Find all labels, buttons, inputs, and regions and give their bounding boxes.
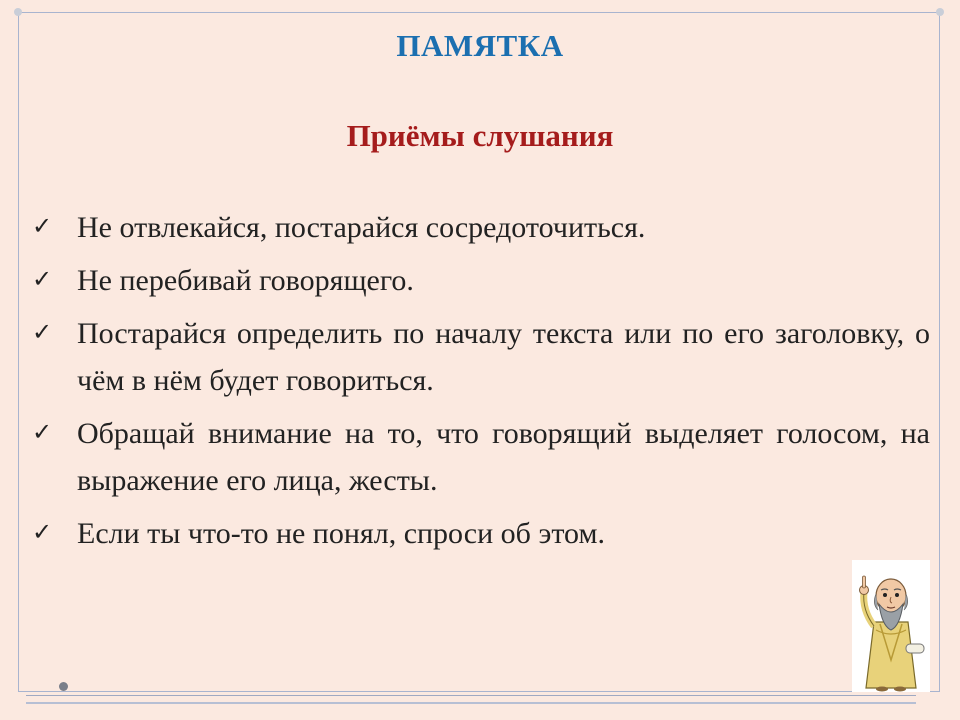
check-icon: ✓: [32, 267, 53, 293]
bottom-divider: [26, 702, 916, 704]
check-icon: ✓: [32, 214, 53, 240]
check-icon: ✓: [32, 520, 53, 546]
tips-list: [32, 204, 930, 563]
list-item-text: Не перебивай говорящего.: [77, 264, 414, 297]
bullet-dot: [59, 682, 68, 691]
list-item-text: Если ты что-то не понял, спроси об этом.: [77, 517, 605, 550]
slide-title: ПАМЯТКА: [396, 28, 564, 63]
corner-dot: [936, 8, 944, 16]
list-item: [32, 204, 930, 251]
list-item: [32, 510, 930, 557]
list-item-text: Постарайся определить по началу текста или по его заголовку, о чём в нём будет говориться.: [77, 317, 930, 397]
bottom-divider: [26, 695, 916, 696]
sage-figure-icon: [852, 560, 930, 692]
list-item: [32, 410, 930, 504]
check-icon: ✓: [32, 420, 53, 446]
list-item: [32, 257, 930, 304]
list-item-text: Обращай внимание на то, что говорящий выделяет голосом, на выражение его лица, жесты.: [77, 417, 930, 497]
list-item-text: Не отвлекайся, постарайся сосредоточиться.: [77, 211, 646, 244]
check-icon: ✓: [32, 320, 53, 346]
sage-illustration: [852, 560, 930, 692]
corner-dot: [14, 8, 22, 16]
slide-subtitle: Приёмы слушания: [346, 118, 614, 153]
list-item: [32, 310, 930, 404]
